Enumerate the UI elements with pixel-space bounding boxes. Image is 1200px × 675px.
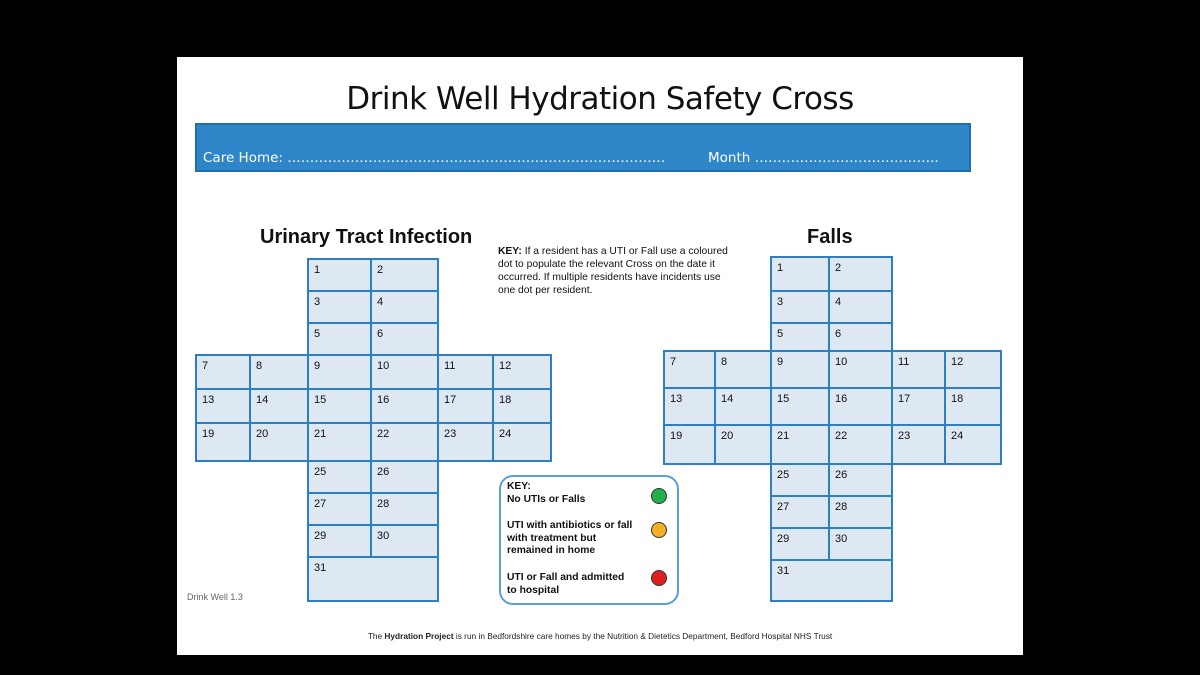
- uti-day-cell[interactable]: 18: [492, 388, 552, 424]
- uti-day-cell[interactable]: 21: [307, 422, 372, 462]
- falls-day-cell[interactable]: 26: [828, 463, 893, 497]
- uti-day-cell[interactable]: 16: [370, 388, 439, 424]
- legend-title: KEY:: [507, 481, 531, 492]
- falls-day-cell[interactable]: 15: [770, 387, 830, 426]
- uti-day-cell[interactable]: 28: [370, 492, 439, 526]
- key-instructions-label: KEY:: [498, 246, 522, 257]
- falls-day-cell[interactable]: 2: [828, 256, 893, 292]
- uti-day-cell[interactable]: 13: [195, 388, 251, 424]
- uti-day-cell[interactable]: 22: [370, 422, 439, 462]
- falls-day-cell[interactable]: 18: [944, 387, 1002, 426]
- falls-day-cell[interactable]: 7: [663, 350, 716, 389]
- falls-day-cell[interactable]: 30: [828, 527, 893, 561]
- falls-day-cell[interactable]: 12: [944, 350, 1002, 389]
- uti-day-cell[interactable]: 1: [307, 258, 372, 292]
- legend-item-green: No UTIs or Falls: [507, 494, 586, 505]
- footer-bold: Hydration Project: [384, 631, 454, 641]
- falls-cross-title: Falls: [807, 226, 853, 248]
- uti-day-cell[interactable]: 29: [307, 524, 372, 558]
- month-field[interactable]: Month …………………………………..: [708, 150, 939, 166]
- key-instructions-text: If a resident has a UTI or Fall use a coloured dot to populate the relevant Cross on the date it occurred. If multiple residents have incidents use one dot per resident.: [498, 246, 728, 296]
- uti-day-cell[interactable]: 27: [307, 492, 372, 526]
- falls-day-cell[interactable]: 16: [828, 387, 893, 426]
- uti-day-cell[interactable]: 25: [307, 460, 372, 494]
- slide: [177, 57, 1023, 655]
- uti-day-cell[interactable]: 7: [195, 354, 251, 390]
- legend-box: [499, 475, 679, 605]
- legend-item-red: UTI or Fall and admitted to hospital: [507, 572, 625, 596]
- falls-day-cell[interactable]: 6: [828, 322, 893, 352]
- falls-day-cell[interactable]: 4: [828, 290, 893, 324]
- uti-day-cell[interactable]: 30: [370, 524, 439, 558]
- uti-day-cell[interactable]: 10: [370, 354, 439, 390]
- falls-day-cell[interactable]: 24: [944, 424, 1002, 465]
- care-home-field[interactable]: Care Home: …………………………………………………………………………: [203, 150, 666, 166]
- footer-post: is run in Bedfordshire care homes by the Nutrition & Dietetics Department, Bedford Hospital NHS Trust: [453, 631, 833, 641]
- falls-day-cell[interactable]: 17: [891, 387, 946, 426]
- falls-day-cell[interactable]: 14: [714, 387, 772, 426]
- uti-day-cell[interactable]: 17: [437, 388, 494, 424]
- uti-day-cell[interactable]: 15: [307, 388, 372, 424]
- falls-day-cell[interactable]: 10: [828, 350, 893, 389]
- uti-day-cell[interactable]: 2: [370, 258, 439, 292]
- falls-day-cell[interactable]: 29: [770, 527, 830, 561]
- uti-day-cell[interactable]: 11: [437, 354, 494, 390]
- falls-day-cell[interactable]: 19: [663, 424, 716, 465]
- green-dot-icon: [651, 488, 667, 504]
- key-instructions: [498, 245, 738, 297]
- header-banner: [195, 123, 971, 172]
- footer-text: [177, 631, 1023, 641]
- footer-pre: The: [367, 631, 385, 641]
- falls-day-cell[interactable]: 27: [770, 495, 830, 529]
- uti-day-cell[interactable]: 19: [195, 422, 251, 462]
- uti-day-cell[interactable]: 9: [307, 354, 372, 390]
- falls-day-cell[interactable]: 11: [891, 350, 946, 389]
- uti-cross-title: Urinary Tract Infection: [260, 226, 473, 248]
- falls-day-cell[interactable]: 28: [828, 495, 893, 529]
- uti-day-cell[interactable]: 31: [307, 556, 439, 602]
- uti-day-cell[interactable]: 5: [307, 322, 372, 356]
- red-dot-icon: [651, 570, 667, 586]
- version-label: Drink Well 1.3: [187, 592, 243, 602]
- falls-day-cell[interactable]: 3: [770, 290, 830, 324]
- falls-day-cell[interactable]: 31: [770, 559, 893, 602]
- uti-day-cell[interactable]: 20: [249, 422, 309, 462]
- falls-day-cell[interactable]: 20: [714, 424, 772, 465]
- falls-day-cell[interactable]: 25: [770, 463, 830, 497]
- uti-day-cell[interactable]: 24: [492, 422, 552, 462]
- uti-day-cell[interactable]: 3: [307, 290, 372, 324]
- falls-day-cell[interactable]: 23: [891, 424, 946, 465]
- falls-day-cell[interactable]: 13: [663, 387, 716, 426]
- uti-day-cell[interactable]: 6: [370, 322, 439, 356]
- falls-day-cell[interactable]: 9: [770, 350, 830, 389]
- falls-day-cell[interactable]: 5: [770, 322, 830, 352]
- page-title: Drink Well Hydration Safety Cross: [346, 81, 854, 117]
- uti-day-cell[interactable]: 4: [370, 290, 439, 324]
- falls-day-cell[interactable]: 1: [770, 256, 830, 292]
- uti-day-cell[interactable]: 26: [370, 460, 439, 494]
- falls-day-cell[interactable]: 8: [714, 350, 772, 389]
- uti-day-cell[interactable]: 8: [249, 354, 309, 390]
- amber-dot-icon: [651, 522, 667, 538]
- uti-day-cell[interactable]: 23: [437, 422, 494, 462]
- uti-day-cell[interactable]: 14: [249, 388, 309, 424]
- falls-day-cell[interactable]: 22: [828, 424, 893, 465]
- uti-day-cell[interactable]: 12: [492, 354, 552, 390]
- legend-item-amber: UTI with antibiotics or fall with treatment but remained in home: [507, 520, 633, 556]
- falls-day-cell[interactable]: 21: [770, 424, 830, 465]
